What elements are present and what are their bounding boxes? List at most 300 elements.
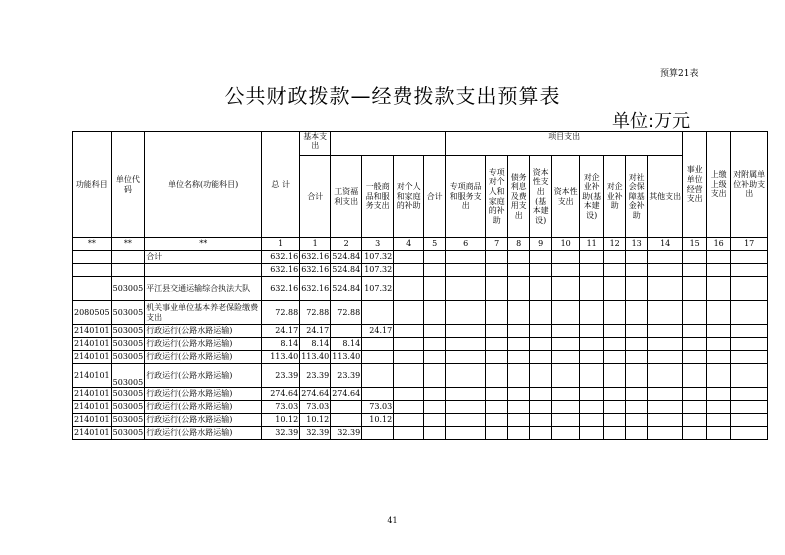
basic-sum-cell: 73.03 xyxy=(300,401,331,414)
empty-cell xyxy=(604,388,626,401)
empty-cell xyxy=(731,427,768,440)
column-index-cell: 11 xyxy=(580,238,604,251)
wages-cell: 524.84 xyxy=(331,251,362,264)
table-row xyxy=(73,251,768,264)
empty-cell xyxy=(486,364,508,388)
func-code-cell: 2140101 xyxy=(73,338,112,351)
empty-cell xyxy=(648,338,683,351)
empty-cell xyxy=(604,427,626,440)
goods-cell xyxy=(362,338,394,351)
table-row xyxy=(73,388,768,401)
unit-name-cell: 行政运行(公路水路运输) xyxy=(145,401,262,414)
unit-code-cell: 503005 xyxy=(111,401,145,414)
goods-cell: 73.03 xyxy=(362,401,394,414)
goods-cell xyxy=(362,351,394,364)
goods-cell xyxy=(362,388,394,401)
empty-cell xyxy=(424,351,446,364)
empty-cell xyxy=(486,325,508,338)
empty-cell xyxy=(648,301,683,325)
total-cell: 10.12 xyxy=(262,414,300,427)
goods-cell: 107.32 xyxy=(362,264,394,277)
wages-cell: 72.88 xyxy=(331,301,362,325)
table-number: 预算21表 xyxy=(660,69,699,79)
empty-cell xyxy=(731,277,768,301)
empty-cell xyxy=(683,301,707,325)
empty-cell xyxy=(552,351,580,364)
empty-cell xyxy=(552,414,580,427)
unit-code-cell: 503005 xyxy=(111,301,145,325)
column-index-cell: 3 xyxy=(362,238,394,251)
unit-code-cell xyxy=(111,264,145,277)
empty-cell xyxy=(446,301,486,325)
goods-cell xyxy=(362,427,394,440)
empty-cell xyxy=(580,264,604,277)
empty-cell xyxy=(508,325,530,338)
empty-cell xyxy=(731,388,768,401)
empty-cell xyxy=(683,414,707,427)
total-cell: 274.64 xyxy=(262,388,300,401)
column-index-cell: 9 xyxy=(530,238,552,251)
empty-cell xyxy=(626,338,648,351)
empty-cell xyxy=(626,251,648,264)
header-other: 其他支出 xyxy=(648,156,683,238)
empty-cell xyxy=(446,325,486,338)
empty-cell xyxy=(508,401,530,414)
total-cell: 113.40 xyxy=(262,351,300,364)
total-cell: 8.14 xyxy=(262,338,300,351)
empty-cell xyxy=(486,264,508,277)
wages-cell xyxy=(331,325,362,338)
unit-name-cell xyxy=(145,264,262,277)
total-cell: 632.16 xyxy=(262,264,300,277)
empty-cell xyxy=(707,277,731,301)
personal-cell xyxy=(394,351,424,364)
func-code-cell: 2140101 xyxy=(73,388,112,401)
empty-cell xyxy=(604,401,626,414)
empty-cell xyxy=(552,264,580,277)
empty-cell xyxy=(446,264,486,277)
empty-cell xyxy=(552,427,580,440)
empty-cell xyxy=(580,251,604,264)
empty-cell xyxy=(552,325,580,338)
unit-name-cell: 行政运行(公路水路运输) xyxy=(145,414,262,427)
empty-cell xyxy=(508,301,530,325)
column-index-cell: 6 xyxy=(446,238,486,251)
empty-cell xyxy=(683,264,707,277)
total-cell: 632.16 xyxy=(262,251,300,264)
empty-cell xyxy=(683,388,707,401)
total-cell: 23.39 xyxy=(262,364,300,388)
empty-cell xyxy=(626,427,648,440)
table-row xyxy=(73,351,768,364)
table-row xyxy=(73,364,768,388)
empty-cell xyxy=(648,251,683,264)
total-cell: 24.17 xyxy=(262,325,300,338)
empty-cell xyxy=(626,301,648,325)
empty-cell xyxy=(424,338,446,351)
empty-cell xyxy=(707,338,731,351)
empty-cell xyxy=(446,414,486,427)
empty-cell xyxy=(530,414,552,427)
personal-cell xyxy=(394,325,424,338)
empty-cell xyxy=(486,338,508,351)
func-code-cell xyxy=(73,251,112,264)
empty-cell xyxy=(424,364,446,388)
basic-sum-cell: 32.39 xyxy=(300,427,331,440)
basic-sum-cell: 23.39 xyxy=(300,364,331,388)
column-index-cell: 16 xyxy=(707,238,731,251)
empty-cell xyxy=(604,301,626,325)
empty-cell xyxy=(530,388,552,401)
column-index-cell: 8 xyxy=(508,238,530,251)
func-code-cell: 2140101 xyxy=(73,414,112,427)
empty-cell xyxy=(508,388,530,401)
empty-cell xyxy=(626,401,648,414)
empty-cell xyxy=(731,401,768,414)
empty-cell xyxy=(580,351,604,364)
empty-cell xyxy=(530,277,552,301)
unit-code-cell: 503005 xyxy=(111,388,145,401)
basic-sum-cell: 24.17 xyxy=(300,325,331,338)
unit-label: 单位:万元 xyxy=(612,111,691,132)
header-debt: 债务利息及费用支出 xyxy=(508,156,530,238)
empty-cell xyxy=(683,401,707,414)
empty-cell xyxy=(530,338,552,351)
unit-name-cell: 平江县交通运输综合执法大队 xyxy=(145,277,262,301)
budget-table xyxy=(72,131,768,440)
empty-cell xyxy=(707,351,731,364)
empty-cell xyxy=(486,427,508,440)
unit-code-cell: 503005 xyxy=(111,414,145,427)
empty-cell xyxy=(604,277,626,301)
empty-cell xyxy=(446,364,486,388)
empty-cell xyxy=(508,251,530,264)
column-index-cell: 13 xyxy=(626,238,648,251)
column-index-cell: 10 xyxy=(552,238,580,251)
personal-cell xyxy=(394,251,424,264)
empty-cell xyxy=(424,277,446,301)
wages-cell: 113.40 xyxy=(331,351,362,364)
wages-cell: 32.39 xyxy=(331,427,362,440)
header-proj-sum: 合计 xyxy=(424,156,446,238)
empty-cell xyxy=(731,251,768,264)
empty-cell xyxy=(648,401,683,414)
func-code-cell: 2140101 xyxy=(73,325,112,338)
empty-cell xyxy=(648,277,683,301)
empty-cell xyxy=(683,338,707,351)
personal-cell xyxy=(394,301,424,325)
empty-cell xyxy=(424,301,446,325)
column-index-cell: ** xyxy=(145,238,262,251)
basic-sum-cell: 274.64 xyxy=(300,388,331,401)
header-enterprise: 对企业补助 xyxy=(604,156,626,238)
empty-cell xyxy=(424,414,446,427)
header-special-personal: 专项对个人和家庭的补助 xyxy=(486,156,508,238)
wages-cell xyxy=(331,414,362,427)
goods-cell: 24.17 xyxy=(362,325,394,338)
header-operating: 事业单位经营支出 xyxy=(683,132,707,238)
column-index-row xyxy=(73,238,768,251)
empty-cell xyxy=(648,364,683,388)
wages-cell: 524.84 xyxy=(331,264,362,277)
personal-cell xyxy=(394,338,424,351)
func-code-cell: 2140101 xyxy=(73,364,112,388)
empty-cell xyxy=(731,325,768,338)
table-row xyxy=(73,427,768,440)
unit-name-cell: 行政运行(公路水路运输) xyxy=(145,351,262,364)
table-row xyxy=(73,325,768,338)
empty-cell xyxy=(683,351,707,364)
empty-cell xyxy=(626,351,648,364)
header-upper: 上缴上级支出 xyxy=(707,132,731,238)
basic-sum-cell: 113.40 xyxy=(300,351,331,364)
empty-cell xyxy=(580,414,604,427)
empty-cell xyxy=(530,401,552,414)
goods-cell: 107.32 xyxy=(362,277,394,301)
wages-cell: 274.64 xyxy=(331,388,362,401)
empty-cell xyxy=(486,388,508,401)
empty-cell xyxy=(508,338,530,351)
personal-cell xyxy=(394,364,424,388)
empty-cell xyxy=(530,264,552,277)
empty-cell xyxy=(530,364,552,388)
empty-cell xyxy=(626,364,648,388)
empty-cell xyxy=(580,277,604,301)
empty-cell xyxy=(580,427,604,440)
empty-cell xyxy=(508,264,530,277)
empty-cell xyxy=(604,325,626,338)
empty-cell xyxy=(552,277,580,301)
column-index-cell: ** xyxy=(73,238,112,251)
table-row xyxy=(73,277,768,301)
empty-cell xyxy=(552,401,580,414)
total-cell: 73.03 xyxy=(262,401,300,414)
empty-cell xyxy=(626,388,648,401)
column-index-cell: 5 xyxy=(424,238,446,251)
wages-cell xyxy=(331,401,362,414)
total-cell: 72.88 xyxy=(262,301,300,325)
empty-cell xyxy=(683,427,707,440)
unit-code-cell: 503005 xyxy=(111,325,145,338)
empty-cell xyxy=(580,364,604,388)
empty-cell xyxy=(530,251,552,264)
header-goods: 一般商品和服务支出 xyxy=(362,156,394,238)
header-capital: 资本性支出 xyxy=(552,156,580,238)
empty-cell xyxy=(731,364,768,388)
empty-cell xyxy=(604,251,626,264)
basic-sum-cell: 632.16 xyxy=(300,251,331,264)
func-code-cell: 2080505 xyxy=(73,301,112,325)
empty-cell xyxy=(580,338,604,351)
column-index-cell: 2 xyxy=(331,238,362,251)
empty-cell xyxy=(508,351,530,364)
empty-cell xyxy=(508,277,530,301)
empty-cell xyxy=(731,301,768,325)
unit-name-cell: 合计 xyxy=(145,251,262,264)
column-index-cell: 15 xyxy=(683,238,707,251)
empty-cell xyxy=(683,325,707,338)
empty-cell xyxy=(446,277,486,301)
header-basic-group: 基本支出 xyxy=(300,132,331,156)
column-index-cell: 4 xyxy=(394,238,424,251)
empty-cell xyxy=(731,264,768,277)
header-basic-sum: 合计 xyxy=(300,156,331,238)
empty-cell xyxy=(446,351,486,364)
empty-cell xyxy=(486,251,508,264)
header-total: 总 计 xyxy=(262,132,300,238)
empty-cell xyxy=(552,388,580,401)
empty-cell xyxy=(446,338,486,351)
basic-sum-cell: 10.12 xyxy=(300,414,331,427)
empty-cell xyxy=(604,264,626,277)
empty-cell xyxy=(552,338,580,351)
empty-cell xyxy=(707,414,731,427)
empty-cell xyxy=(648,414,683,427)
header-capital-basic: 资本性支出(基本建设) xyxy=(530,156,552,238)
total-cell: 632.16 xyxy=(262,277,300,301)
empty-cell xyxy=(552,251,580,264)
empty-cell xyxy=(446,388,486,401)
unit-code-cell: 503005 xyxy=(111,338,145,351)
empty-cell xyxy=(731,414,768,427)
empty-cell xyxy=(604,351,626,364)
header-func-code: 功能科目 xyxy=(73,132,112,238)
empty-cell xyxy=(530,301,552,325)
empty-cell xyxy=(707,251,731,264)
empty-cell xyxy=(424,427,446,440)
empty-cell xyxy=(604,338,626,351)
empty-cell xyxy=(683,251,707,264)
unit-code-cell: 503005 xyxy=(111,364,145,388)
func-code-cell xyxy=(73,264,112,277)
column-index-cell: 14 xyxy=(648,238,683,251)
empty-cell xyxy=(552,301,580,325)
empty-cell xyxy=(424,325,446,338)
empty-cell xyxy=(508,414,530,427)
page-number: 41 xyxy=(387,516,398,525)
empty-cell xyxy=(626,325,648,338)
table-row xyxy=(73,264,768,277)
empty-cell xyxy=(707,364,731,388)
header-unit-code: 单位代码 xyxy=(111,132,145,238)
table-row xyxy=(73,301,768,325)
unit-code-cell: 503005 xyxy=(111,277,145,301)
basic-sum-cell: 72.88 xyxy=(300,301,331,325)
column-index-cell: 7 xyxy=(486,238,508,251)
func-code-cell: 2140101 xyxy=(73,401,112,414)
empty-cell xyxy=(604,414,626,427)
empty-cell xyxy=(486,277,508,301)
goods-cell xyxy=(362,364,394,388)
empty-cell xyxy=(424,401,446,414)
basic-sum-cell: 632.16 xyxy=(300,277,331,301)
personal-cell xyxy=(394,277,424,301)
empty-cell xyxy=(731,351,768,364)
empty-cell xyxy=(530,351,552,364)
column-index-cell: 12 xyxy=(604,238,626,251)
empty-cell xyxy=(580,301,604,325)
unit-code-cell: 503005 xyxy=(111,351,145,364)
empty-cell xyxy=(626,414,648,427)
table-row xyxy=(73,338,768,351)
page-title: 公共财政拨款—经费拨款支出预算表 xyxy=(224,84,561,108)
empty-cell xyxy=(707,388,731,401)
empty-cell xyxy=(486,414,508,427)
header-unit-name: 单位名称(功能科目) xyxy=(145,132,262,238)
header-social: 对社会保障基金补助 xyxy=(626,156,648,238)
empty-cell xyxy=(683,364,707,388)
empty-cell xyxy=(683,277,707,301)
wages-cell: 524.84 xyxy=(331,277,362,301)
table-row xyxy=(73,401,768,414)
empty-cell xyxy=(580,388,604,401)
empty-cell xyxy=(424,251,446,264)
empty-cell xyxy=(707,401,731,414)
empty-cell xyxy=(486,401,508,414)
empty-cell xyxy=(648,427,683,440)
personal-cell xyxy=(394,401,424,414)
unit-name-cell: 机关事业单位基本养老保险缴费支出 xyxy=(145,301,262,325)
goods-cell: 107.32 xyxy=(362,251,394,264)
empty-cell xyxy=(648,351,683,364)
empty-cell xyxy=(707,264,731,277)
empty-cell xyxy=(446,251,486,264)
header-personal: 对个人和家庭的补助 xyxy=(394,156,424,238)
personal-cell xyxy=(394,388,424,401)
unit-name-cell: 行政运行(公路水路运输) xyxy=(145,388,262,401)
unit-name-cell: 行政运行(公路水路运输) xyxy=(145,427,262,440)
empty-cell xyxy=(486,301,508,325)
empty-cell xyxy=(530,427,552,440)
header-subordinate: 对附属单位补助支出 xyxy=(731,132,768,238)
column-index-cell: 1 xyxy=(262,238,300,251)
empty-cell xyxy=(580,401,604,414)
unit-code-cell xyxy=(111,251,145,264)
goods-cell: 10.12 xyxy=(362,414,394,427)
basic-sum-cell: 632.16 xyxy=(300,264,331,277)
header-enterprise-basic: 对企业补助(基本建设) xyxy=(580,156,604,238)
empty-cell xyxy=(446,427,486,440)
personal-cell xyxy=(394,414,424,427)
unit-code-cell: 503005 xyxy=(111,427,145,440)
empty-cell xyxy=(508,364,530,388)
empty-cell xyxy=(648,388,683,401)
empty-cell xyxy=(626,264,648,277)
wages-cell: 23.39 xyxy=(331,364,362,388)
column-index-cell: ** xyxy=(111,238,145,251)
total-cell: 32.39 xyxy=(262,427,300,440)
column-index-cell: 17 xyxy=(731,238,768,251)
column-index-cell: 1 xyxy=(300,238,331,251)
empty-cell xyxy=(486,351,508,364)
empty-cell xyxy=(707,427,731,440)
header-wages: 工资福利支出 xyxy=(331,156,362,238)
personal-cell xyxy=(394,264,424,277)
func-code-cell xyxy=(73,277,112,301)
unit-name-cell: 行政运行(公路水路运输) xyxy=(145,338,262,351)
empty-cell xyxy=(648,325,683,338)
header-special-goods: 专项商品和服务支出 xyxy=(446,156,486,238)
empty-cell xyxy=(626,277,648,301)
header-basic-spacer xyxy=(331,132,446,156)
header-project-group: 项目支出 xyxy=(446,132,683,156)
empty-cell xyxy=(552,364,580,388)
func-code-cell: 2140101 xyxy=(73,351,112,364)
empty-cell xyxy=(424,264,446,277)
empty-cell xyxy=(530,325,552,338)
empty-cell xyxy=(446,401,486,414)
unit-name-cell: 行政运行(公路水路运输) xyxy=(145,364,262,388)
